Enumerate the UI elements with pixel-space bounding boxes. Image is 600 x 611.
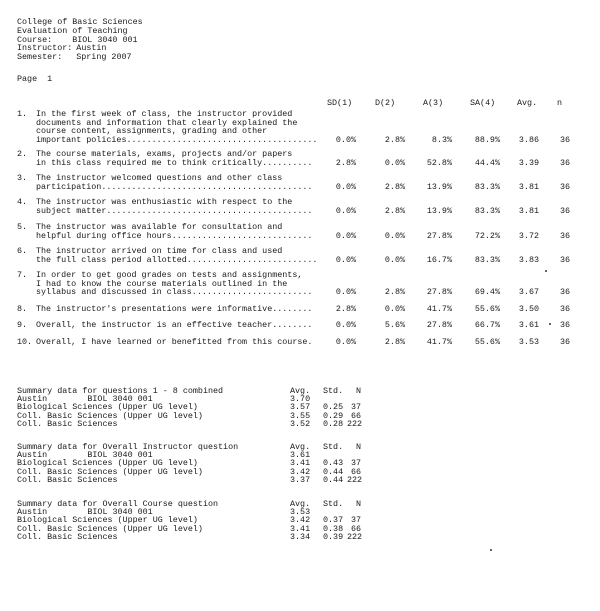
- summary-row-std: 0.29: [323, 410, 344, 421]
- summary-row-std: 0.39: [323, 531, 344, 542]
- sa-value: 83.3%: [474, 181, 500, 192]
- avg-value: 3.61: [518, 320, 539, 330]
- avg-value: 3.67: [518, 287, 539, 298]
- sd-value: 0.0%: [335, 205, 356, 216]
- page-number: Page 1: [17, 74, 53, 84]
- college-name: College of Basic Sciences: [17, 17, 143, 27]
- summary-row-std: 0.25: [323, 402, 344, 413]
- summary-row-avg: 3.52: [290, 418, 311, 429]
- summary-row-label: Coll. Basic Sciences: [17, 474, 118, 485]
- summary-row-label: Austin BIOL 3040 001: [17, 507, 153, 518]
- summary-n-header: N: [355, 442, 361, 452]
- summary-row-std: 0.37: [323, 515, 344, 526]
- a-value: 8.3%: [431, 134, 452, 145]
- n-value: 36: [559, 287, 570, 298]
- question-number: 3.: [17, 173, 28, 183]
- n-value: 36: [559, 254, 570, 265]
- question-number: 9.: [17, 320, 28, 330]
- summary-row-std: 0.38: [323, 523, 344, 534]
- summary-row-label: Coll. Basic Sciences (Upper UG level): [17, 523, 203, 534]
- d-value: 0.0%: [384, 304, 405, 314]
- sa-value: 55.6%: [474, 304, 500, 314]
- summary-row: [17, 474, 363, 485]
- question-number: 2.: [17, 149, 28, 159]
- avg-value: 3.50: [518, 304, 539, 314]
- avg-value: 3.72: [518, 230, 539, 241]
- scan-speck: [545, 270, 547, 272]
- summary-row-label: Biological Sciences (Upper UG level): [17, 402, 198, 413]
- a-value: 27.8%: [426, 320, 452, 330]
- summary-title: Summary data for questions 1 - 8 combined: [17, 386, 224, 396]
- question-number: 7.: [17, 270, 28, 280]
- a-value: 13.9%: [426, 205, 452, 216]
- d-value: 2.8%: [384, 337, 405, 347]
- semester-line: [17, 53, 132, 62]
- col-header-n: n: [557, 98, 563, 108]
- instructor-value: Austin: [76, 43, 107, 53]
- semester-label: Semester:: [17, 52, 63, 62]
- question-number: 4.: [17, 197, 28, 207]
- question-text-line: participation..........................................: [36, 181, 313, 192]
- summary-row-avg: 3.53: [290, 507, 311, 518]
- col-header-sa: SA(4): [470, 98, 496, 108]
- summary-row-std: 0.43: [323, 458, 344, 469]
- summary-row-std: 0.44: [323, 474, 344, 485]
- n-value: 36: [559, 320, 570, 330]
- sa-value: 55.6%: [474, 337, 500, 347]
- a-value: 41.7%: [426, 304, 452, 314]
- question-text-line: The instructor arrived on time for class and used: [36, 246, 283, 256]
- summary-row-avg: 3.37: [290, 474, 311, 485]
- a-value: 52.8%: [426, 157, 452, 168]
- summary-block: [17, 386, 363, 429]
- summary-row-n: 66: [350, 466, 361, 477]
- scan-speck: [490, 549, 492, 551]
- sd-value: 0.0%: [335, 320, 356, 330]
- summary-row-avg: 3.61: [290, 450, 311, 461]
- question-number: 5.: [17, 222, 28, 232]
- question-text-line: syllabus and discussed in class........................: [36, 287, 313, 298]
- summary-row-avg: 3.55: [290, 410, 311, 421]
- summary-row-avg: 3.57: [290, 402, 311, 413]
- d-value: 2.8%: [384, 181, 405, 192]
- summary-row-n: 37: [350, 458, 361, 469]
- question-text-line: Overall, the instructor is an effective teacher........: [36, 320, 313, 330]
- summary-avg-header: Avg.: [290, 499, 311, 509]
- sd-value: 0.0%: [335, 337, 356, 347]
- summary-row-n: 222: [347, 418, 363, 429]
- summary-row-label: Biological Sciences (Upper UG level): [17, 458, 198, 469]
- sd-value: 0.0%: [335, 230, 356, 241]
- summary-row-label: Austin BIOL 3040 001: [17, 394, 153, 405]
- question-number: 8.: [17, 304, 28, 314]
- summary-block: [17, 499, 363, 542]
- summary-title: Summary data for Overall Course question: [17, 499, 219, 509]
- summary-row-n: 37: [350, 402, 361, 413]
- sa-value: 72.2%: [474, 230, 500, 241]
- col-header-avg: Avg.: [517, 98, 538, 108]
- summary-n-header: N: [355, 386, 361, 396]
- summary-row-avg: 3.34: [290, 531, 311, 542]
- summary-row: [17, 418, 363, 429]
- summary-row-std: 0.44: [323, 466, 344, 477]
- summary-avg-header: Avg.: [290, 442, 311, 452]
- question-text-line: Overall, I have learned or benefitted from this course.: [36, 337, 313, 347]
- question-text-line: the full class period allotted..........................: [36, 254, 318, 265]
- question-text-line: The course materials, exams, projects and/or papers: [36, 149, 293, 159]
- a-value: 16.7%: [426, 254, 452, 265]
- avg-value: 3.81: [518, 181, 539, 192]
- sd-value: 2.8%: [335, 157, 356, 168]
- d-value: 0.0%: [384, 230, 405, 241]
- summary-row-n: 222: [347, 474, 363, 485]
- summary-row-avg: 3.42: [290, 515, 311, 526]
- sd-value: 2.8%: [335, 304, 356, 314]
- summary-row-avg: 3.70: [290, 394, 311, 405]
- sa-value: 88.9%: [474, 134, 500, 145]
- summary-row-label: Coll. Basic Sciences: [17, 418, 118, 429]
- summary-row-label: Coll. Basic Sciences (Upper UG level): [17, 410, 203, 421]
- summary-row-label: Austin BIOL 3040 001: [17, 450, 153, 461]
- course-label: Course:: [17, 35, 53, 45]
- question-text-line: important policies......................................: [36, 134, 318, 145]
- semester-value: Spring 2007: [76, 52, 132, 62]
- question-text-line: In the first week of class, the instructor provided: [36, 109, 293, 119]
- sa-value: 83.3%: [474, 254, 500, 265]
- question-text-line: The instructor's presentations were informative........: [36, 304, 313, 314]
- summary-std-header: Std.: [323, 499, 344, 509]
- summary-std-header: Std.: [323, 386, 344, 396]
- question-text-line: helpful during office hours............................: [36, 230, 313, 241]
- d-value: 2.8%: [384, 287, 405, 298]
- sa-value: 44.4%: [474, 157, 500, 168]
- col-header-d: D(2): [375, 98, 396, 108]
- d-value: 2.8%: [384, 205, 405, 216]
- col-header-a: A(3): [423, 98, 444, 108]
- sa-value: 83.3%: [474, 205, 500, 216]
- course-value: BIOL 3040 001: [72, 35, 138, 45]
- question-text-line: In order to get good grades on tests and assignments,: [36, 270, 303, 280]
- question-number: 10.: [17, 337, 33, 347]
- n-value: 36: [559, 304, 570, 314]
- question-text-line: subject matter.........................................: [36, 205, 313, 216]
- summary-row-avg: 3.41: [290, 458, 311, 469]
- d-value: 0.0%: [384, 157, 405, 168]
- avg-value: 3.53: [518, 337, 539, 347]
- summary-n-header: N: [355, 499, 361, 509]
- avg-value: 3.39: [518, 157, 539, 168]
- a-value: 27.8%: [426, 230, 452, 241]
- report-title: Evaluation of Teaching: [17, 26, 128, 36]
- scan-speck: [549, 323, 551, 325]
- question-text-line: course content, assignments, grading and other: [36, 126, 268, 137]
- n-value: 36: [559, 134, 570, 145]
- summary-avg-header: Avg.: [290, 386, 311, 396]
- a-value: 13.9%: [426, 181, 452, 192]
- question-text-line: The instructor was enthusiastic with respect to the: [36, 197, 293, 207]
- a-value: 41.7%: [426, 337, 452, 347]
- summary-row-label: Coll. Basic Sciences (Upper UG level): [17, 466, 203, 477]
- n-value: 36: [559, 181, 570, 192]
- col-header-sd: SD(1): [327, 98, 353, 108]
- d-value: 2.8%: [384, 134, 405, 145]
- summary-row-label: Biological Sciences (Upper UG level): [17, 515, 198, 526]
- summary-row-n: 66: [350, 523, 361, 534]
- sd-value: 0.0%: [335, 181, 356, 192]
- d-value: 5.6%: [384, 320, 405, 330]
- n-value: 36: [559, 157, 570, 168]
- question-text-line: documents and information that clearly explained the: [36, 117, 298, 128]
- n-value: 36: [559, 205, 570, 216]
- summary-row-n: 66: [350, 410, 361, 421]
- summary-std-header: Std.: [323, 442, 344, 452]
- summary-row-avg: 3.42: [290, 466, 311, 477]
- question-number: 1.: [17, 109, 28, 119]
- avg-value: 3.81: [518, 205, 539, 216]
- summary-row-n: 222: [347, 531, 363, 542]
- question-text-line: The instructor was available for consultation and: [36, 222, 283, 232]
- a-value: 27.8%: [426, 287, 452, 298]
- avg-value: 3.86: [518, 134, 539, 145]
- n-value: 36: [559, 337, 570, 347]
- sd-value: 0.0%: [335, 254, 356, 265]
- summary-row-avg: 3.41: [290, 523, 311, 534]
- summary-row: [17, 531, 363, 542]
- sd-value: 0.0%: [335, 287, 356, 298]
- summary-row-label: Coll. Basic Sciences: [17, 531, 118, 542]
- summary-title: Summary data for Overall Instructor question: [17, 442, 239, 452]
- question-text-line: The instructor welcomed questions and other class: [36, 173, 283, 183]
- summary-row-std: 0.28: [323, 418, 344, 429]
- sa-value: 69.4%: [474, 287, 500, 298]
- sd-value: 0.0%: [335, 134, 356, 145]
- question-text-line: in this class required me to think critically..........: [36, 157, 313, 168]
- instructor-label: Instructor:: [17, 43, 73, 53]
- n-value: 36: [559, 230, 570, 241]
- summary-block: [17, 442, 363, 485]
- avg-value: 3.83: [518, 254, 539, 265]
- sa-value: 66.7%: [474, 320, 500, 330]
- summary-row-n: 37: [350, 515, 361, 526]
- question-number: 6.: [17, 246, 28, 256]
- d-value: 0.0%: [384, 254, 405, 265]
- question-text-line: I had to know the course materials outlined in the: [36, 278, 288, 289]
